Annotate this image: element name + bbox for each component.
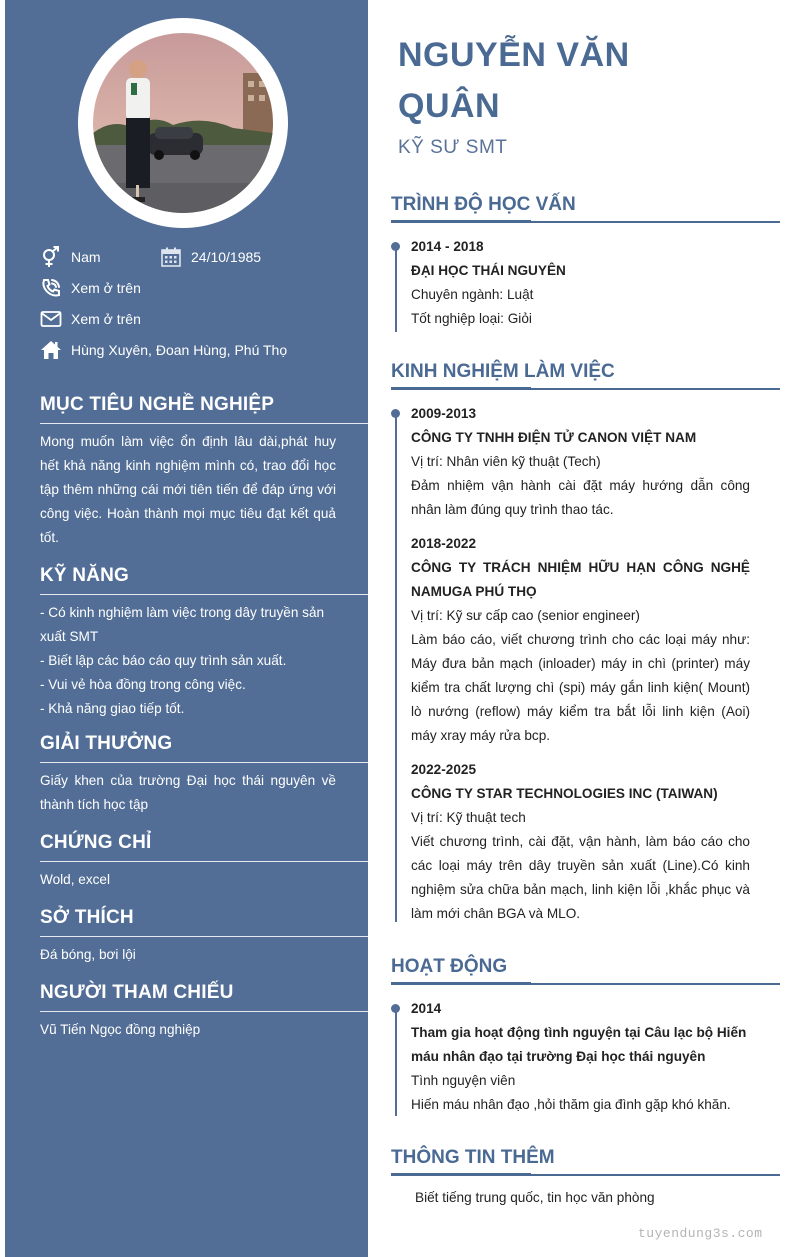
job-position: Vị trí: Kỹ thuật tech — [411, 810, 526, 825]
activity-year: 2014 — [411, 1001, 442, 1016]
divider — [40, 1011, 368, 1012]
skills-list — [40, 601, 336, 721]
job-entry — [411, 532, 750, 748]
hobbies-title: SỞ THÍCH — [40, 907, 134, 928]
skill-item: - Vui vẻ hòa đồng trong công việc. — [40, 677, 246, 692]
job-description: Viết chương trình, cài đặt, vận hành, làm báo cáo cho các loại máy trên dây truyền sản xuất (Line).Có kinh nghiệm sửa chữa bản mạch, linh kiện lỗi ,khắc phục và làm mới chân BGA và MLO. — [411, 834, 750, 921]
additional-text: Biết tiếng trung quốc, tin học văn phòng — [415, 1190, 655, 1205]
education-period: 2014 - 2018 — [411, 239, 484, 254]
address-text: Hùng Xuyên, Đoan Hùng, Phú Thọ — [71, 342, 288, 358]
divider — [40, 423, 368, 424]
activities-title: HOẠT ĐỘNG — [391, 956, 508, 977]
skills-title: KỸ NĂNG — [40, 565, 130, 586]
job-company: CÔNG TY STAR TECHNOLOGIES INC (TAIWAN) — [411, 786, 718, 801]
job-description: Làm báo cáo, viết chương trình cho các loại máy như: Máy đưa bản mạch (inloader) máy in chì (printer) máy kiểm tra chất lượng chì (spi) máy gắn linh kiện( Mount) lò nướng (reflow) máy kiểm tra bắt lỗi linh kiện (Aoi) máy xray máy rửa bcp. — [411, 632, 750, 743]
divider — [40, 861, 368, 862]
activity-role: Tình nguyện viên — [411, 1073, 516, 1088]
job-entry — [411, 758, 750, 926]
objective-text: Mong muốn làm việc ổn định lâu dài,phát huy hết khả năng kinh nghiệm mình có, trao đổi học tập thêm những cái mới tiên tiến để đáp ứng với công việc. Hoàn thành mọi mục tiêu đạt kết quả tốt. — [40, 434, 336, 545]
activity-description: Hiến máu nhân đạo ,hỏi thăm gia đình gặp khó khăn. — [411, 1097, 731, 1112]
job-company: CÔNG TY TNHH ĐIỆN TỬ CANON VIỆT NAM — [411, 430, 697, 445]
email-row — [40, 307, 141, 331]
job-period: 2022-2025 — [411, 762, 477, 777]
birthday-row — [160, 245, 261, 269]
section-divider — [391, 1174, 780, 1176]
education-grade: Tốt nghiệp loại: Giỏi — [411, 311, 532, 326]
section-divider — [391, 983, 780, 985]
section-divider — [391, 388, 780, 390]
references-title: NGƯỜI THAM CHIẾU — [40, 982, 234, 1003]
email-text: Xem ở trên — [71, 311, 141, 327]
timeline-line — [395, 250, 397, 332]
phone-icon — [40, 277, 62, 299]
skill-item: - Có kinh nghiệm làm việc trong dây truyền sản xuất SMT — [40, 605, 325, 644]
avatar-frame — [78, 18, 288, 228]
job-company: CÔNG TY TRÁCH NHIỆM HỮU HẠN CÔNG NGHỆ NAMUGA PHÚ THỌ — [411, 560, 750, 599]
job-description: Đảm nhiệm vận hành cài đặt máy hướng dẫn công nhân làm đúng quy trình thao tác. — [411, 478, 750, 517]
phone-text: Xem ở trên — [71, 280, 141, 296]
awards-text: Giấy khen của trường Đại học thái nguyên về thành tích học tập — [40, 773, 336, 812]
gender-icon — [40, 246, 62, 268]
phone-row — [40, 276, 141, 300]
watermark: tuyendung3s.com — [638, 1226, 763, 1241]
timeline-line — [395, 1012, 397, 1116]
awards-title: GIẢI THƯỞNG — [40, 733, 173, 754]
home-icon — [40, 339, 62, 361]
job-position: Vị trí: Nhân viên kỹ thuật (Tech) — [411, 454, 601, 469]
address-row — [40, 338, 287, 362]
objective-title: MỤC TIÊU NGHỀ NGHIỆP — [40, 394, 275, 415]
mail-icon — [40, 308, 62, 330]
additional-title: THÔNG TIN THÊM — [391, 1147, 555, 1168]
timeline-line — [395, 417, 397, 922]
sidebar — [5, 0, 368, 1257]
certificates-title: CHỨNG CHỈ — [40, 832, 152, 853]
job-entry — [411, 402, 750, 522]
job-position: Vị trí: Kỹ sư cấp cao (senior engineer) — [411, 608, 640, 623]
job-period: 2009-2013 — [411, 406, 477, 421]
activity-entry — [411, 997, 750, 1117]
education-major: Chuyên ngành: Luật — [411, 287, 534, 302]
birthday-text: 24/10/1985 — [191, 249, 262, 265]
divider — [40, 762, 368, 763]
education-entry — [411, 235, 750, 331]
hobbies-text: Đá bóng, bơi lội — [40, 947, 136, 962]
calendar-icon — [160, 246, 182, 268]
gender-text: Nam — [71, 249, 101, 265]
activity-name: Tham gia hoạt động tình nguyện tại Câu lạc bộ Hiến máu nhân đạo tại trường Đại học thái nguyên — [411, 1025, 747, 1064]
job-period: 2018-2022 — [411, 536, 477, 551]
skill-item: - Biết lập các báo cáo quy trình sản xuất. — [40, 653, 287, 668]
gender-row — [40, 245, 101, 269]
section-divider — [391, 221, 780, 223]
education-school: ĐẠI HỌC THÁI NGUYÊN — [411, 263, 566, 278]
experience-title: KINH NGHIỆM LÀM VIỆC — [391, 361, 615, 382]
references-text: Vũ Tiến Ngọc đồng nghiệp — [40, 1022, 201, 1037]
skill-item: - Khả năng giao tiếp tốt. — [40, 701, 185, 716]
avatar — [93, 33, 273, 213]
divider — [40, 594, 368, 595]
divider — [40, 936, 368, 937]
education-title: TRÌNH ĐỘ HỌC VẤN — [391, 194, 576, 215]
main-content — [368, 0, 800, 1257]
certificates-text: Wold, excel — [40, 872, 111, 887]
candidate-role: KỸ SƯ SMT — [398, 137, 508, 158]
candidate-name: NGUYỄN VĂN QUÂN — [398, 36, 630, 125]
